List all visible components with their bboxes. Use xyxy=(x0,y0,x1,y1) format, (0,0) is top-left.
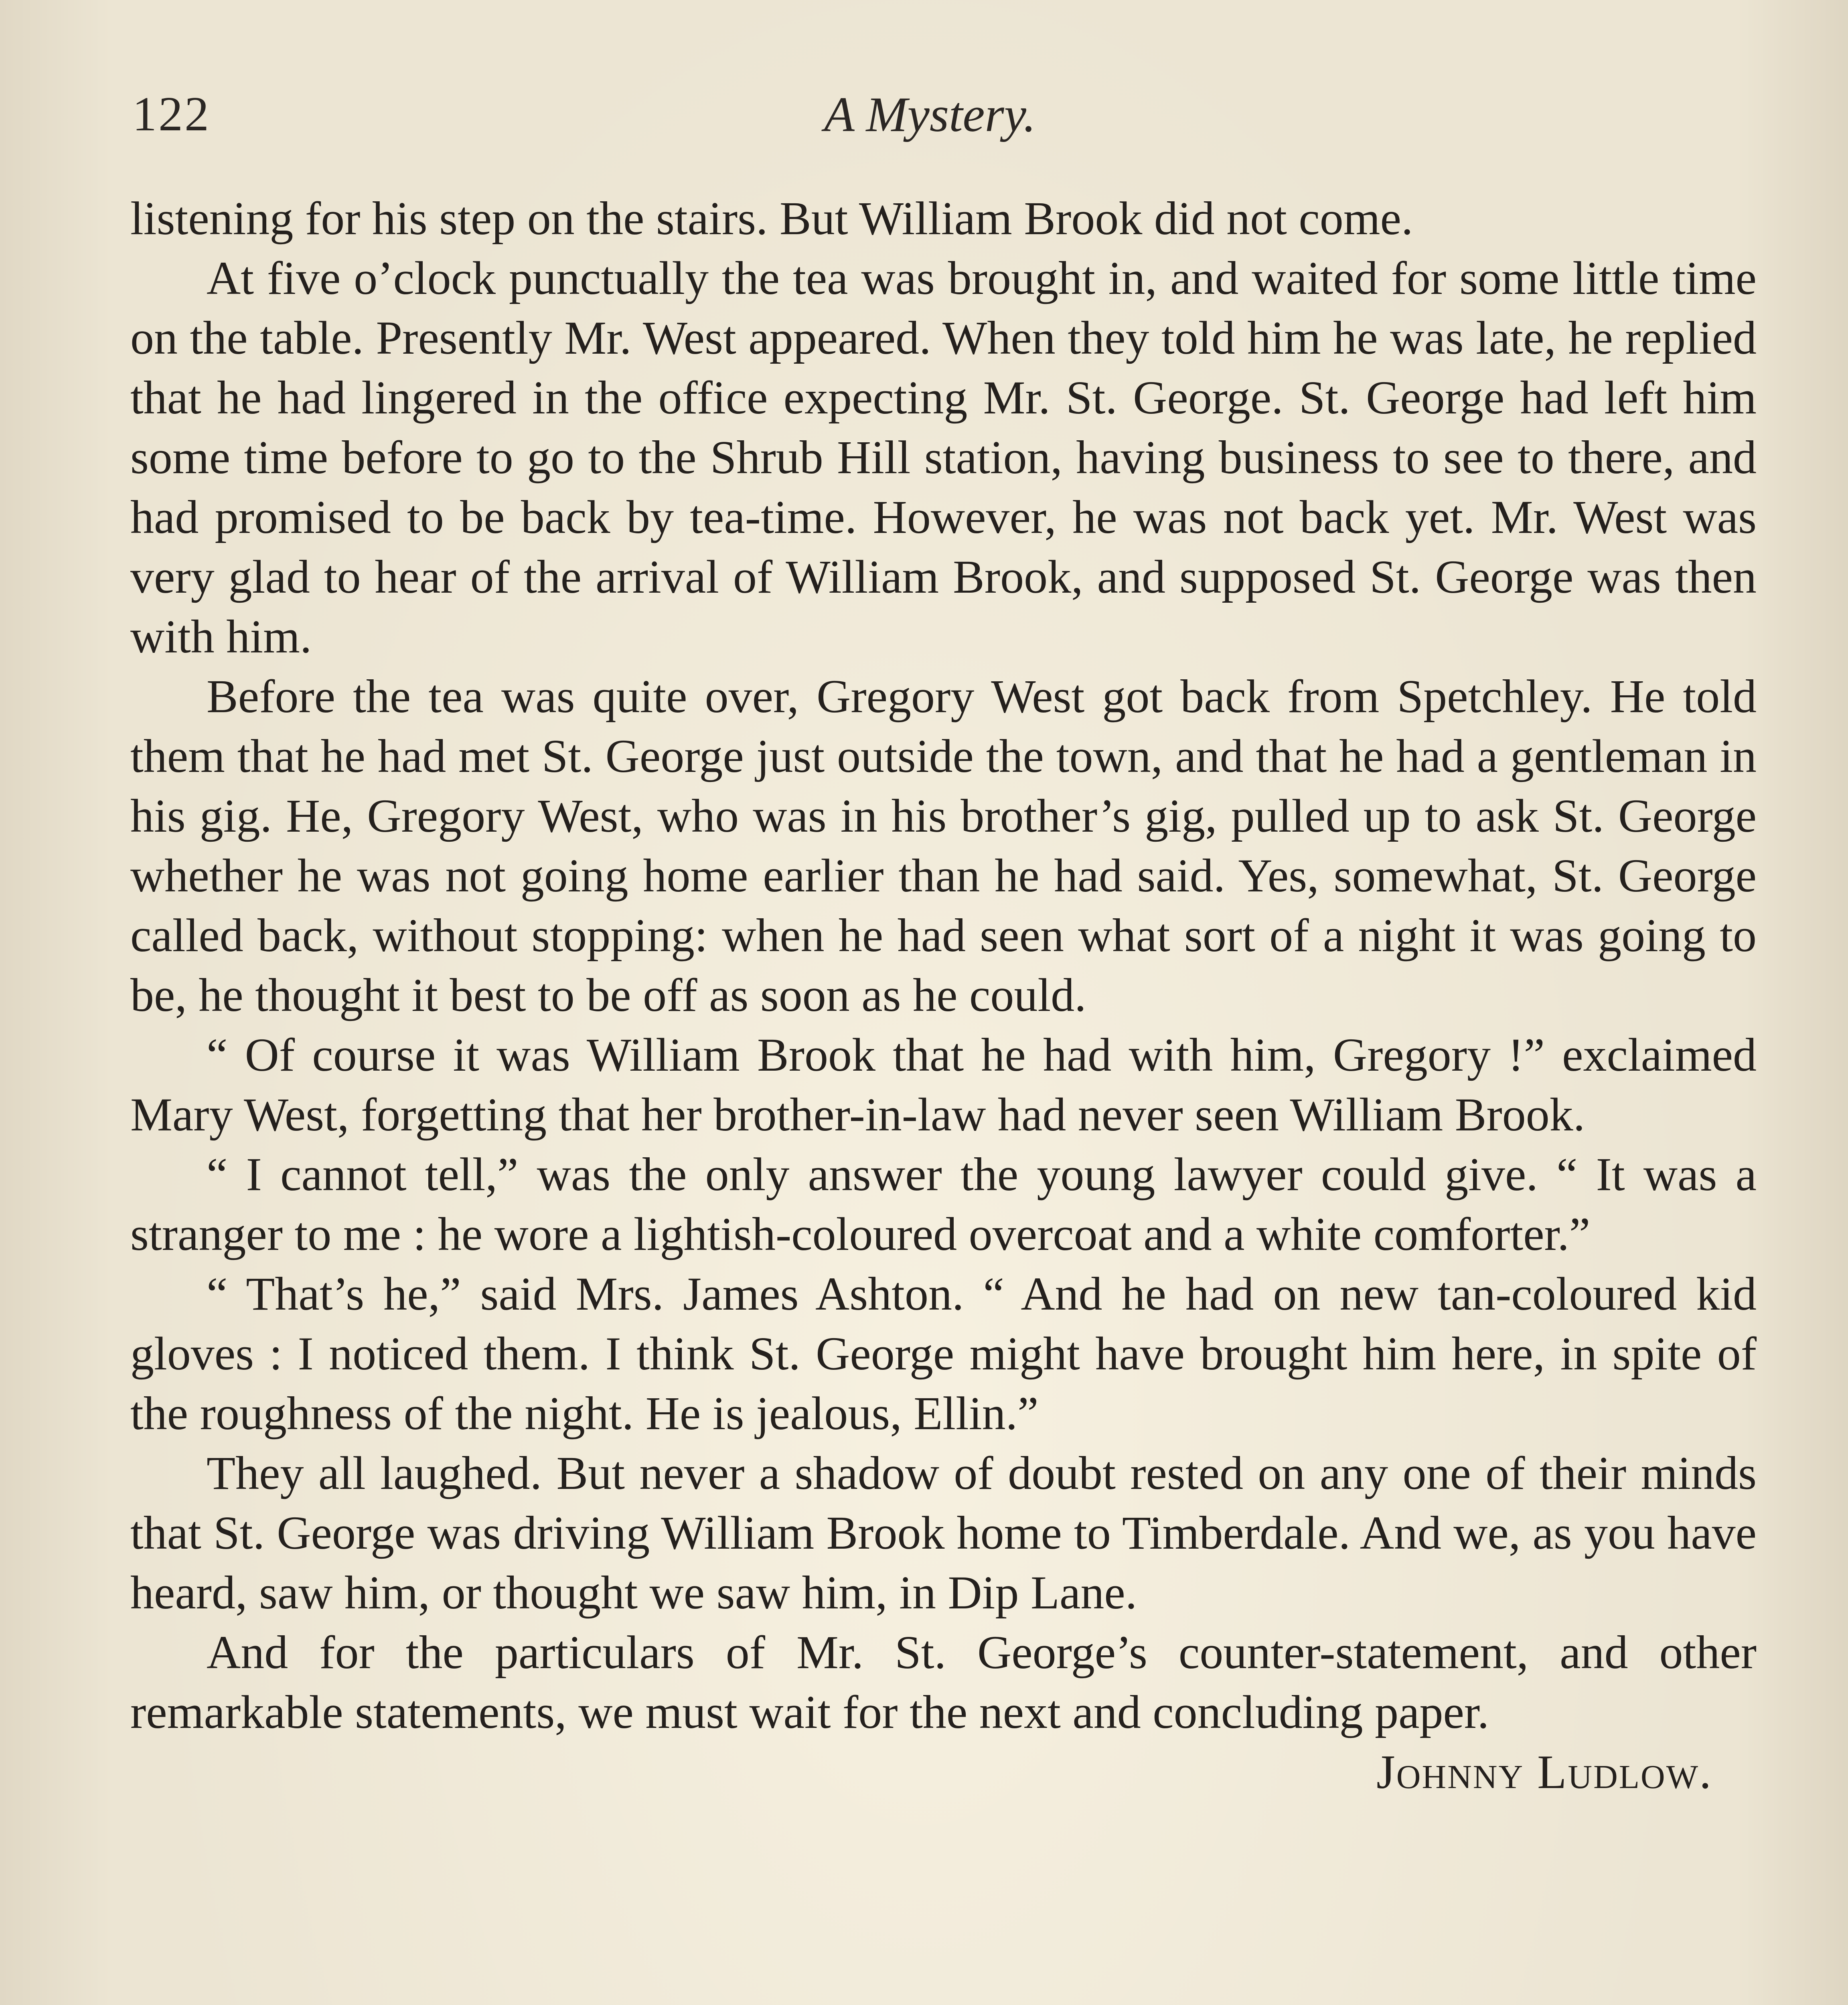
author-signature: Johnny Ludlow. xyxy=(1376,1745,1712,1798)
paragraph-6: “ That’s he,” said Mrs. James Ashton. “ And he had on new tan-coloured kid gloves : I noticed them. I think St. George might have brought him here, in spite of the roughness of the night. He is jealous, Ellin.” xyxy=(130,1268,1757,1440)
page-number: 122 xyxy=(132,87,211,141)
body-text xyxy=(130,188,1757,1802)
page-header xyxy=(132,86,1728,150)
running-title: A Mystery. xyxy=(824,87,1036,142)
paragraph-3: Before the tea was quite over, Gregory West got back from Spetchley. He told them that he had met St. George just outside the town, and that he had a gentleman in his gig. He, Gregory West, who was in his brother’s gig, pulled up to ask St. George whether he was not going home earlier than he had said. Yes, somewhat, St. George called back, without stopping: when he had seen what sort of a night it was going to be, he thought it best to be off as soon as he could. xyxy=(130,670,1757,1021)
paragraph-4: “ Of course it was William Brook that he had with him, Gregory !” exclaimed Mary West, forgetting that her brother-in-law had never seen William Brook. xyxy=(130,1029,1757,1141)
paragraph-2: At five o’clock punctually the tea was brought in, and waited for some little time on the table. Presently Mr. West appeared. When they told him he was late, he replied that he had lingered in the office expecting Mr. St. George. St. George had left him some time before to go to the Shrub Hill station, having business to see to there, and had promised to be back by tea-time. However, he was not back yet. Mr. West was very glad to hear of the arrival of William Brook, and supposed St. George was then with him. xyxy=(130,252,1757,663)
paragraph-5: “ I cannot tell,” was the only answer the young lawyer could give. “ It was a stranger to me : he wore a lightish-coloured overcoat and a white comforter.” xyxy=(130,1148,1757,1260)
paragraph-1: listening for his step on the stairs. But William Brook did not come. xyxy=(130,192,1413,245)
paragraph-8: And for the particulars of Mr. St. George’s counter-statement, and other remarkable statements, we must wait for the next and concluding paper. xyxy=(130,1626,1757,1738)
paragraph-7: They all laughed. But never a shadow of doubt rested on any one of their minds that St. George was driving William Brook home to Timberdale. And we, as you have heard, saw him, or thought we saw him, in Dip Lane. xyxy=(130,1447,1757,1619)
